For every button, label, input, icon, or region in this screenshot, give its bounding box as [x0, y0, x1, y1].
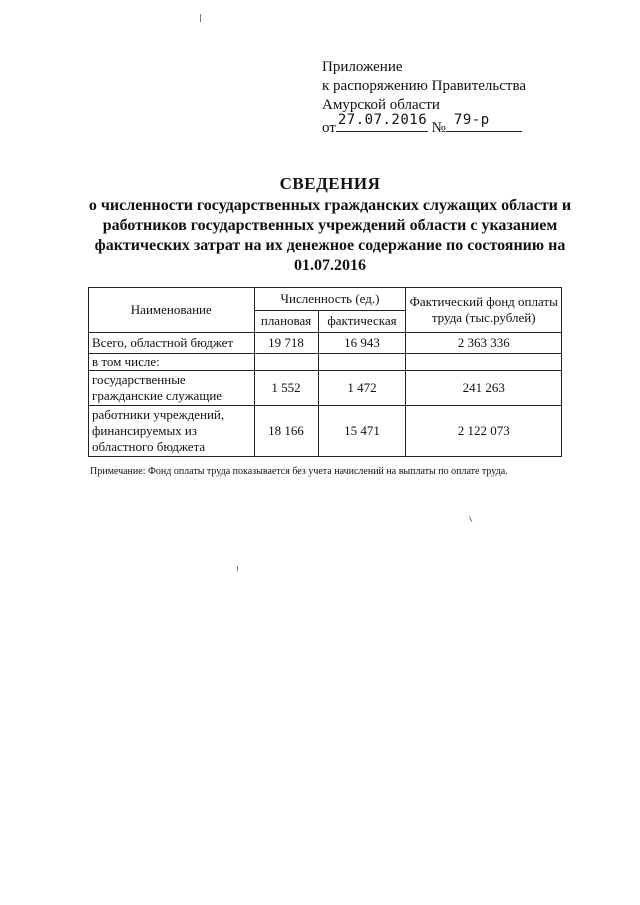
attachment-date-line	[322, 112, 562, 138]
attachment-region: Амурской области	[322, 97, 440, 113]
row-fund: 2 122 073	[406, 406, 562, 457]
staff-table	[88, 287, 562, 457]
title-text: о численности государственных гражданских служащих области и работников государственных учреждений области с указанием фактических затрат на их денежное содержание по состоянию на 01.07.2016	[88, 197, 572, 274]
scan-speck	[200, 14, 201, 22]
scan-speck	[237, 566, 238, 571]
row-planned: 18 166	[254, 406, 318, 457]
date-value: 27.07.2016	[337, 112, 428, 128]
row-planned	[254, 354, 318, 371]
scan-speck	[469, 516, 473, 522]
attachment-block	[322, 58, 562, 138]
footnote: Примечание: Фонд оплаты труда показывается без учета начислений на выплаты по оплате труда.	[90, 466, 508, 477]
row-name: государственные гражданские служащие	[89, 371, 255, 406]
row-name: в том числе:	[89, 354, 255, 371]
row-actual: 16 943	[318, 333, 406, 354]
header-count: Численность (ед.)	[254, 288, 406, 311]
row-actual: 1 472	[318, 371, 406, 406]
row-name: Всего, областной бюджет	[89, 333, 255, 354]
row-fund: 241 263	[406, 371, 562, 406]
date-prefix: от	[322, 120, 336, 136]
number-prefix: №	[431, 120, 446, 136]
number-value: 79-р	[453, 112, 490, 128]
row-name: работники учреждений, финансируемых из областного бюджета	[89, 406, 255, 457]
row-fund: 2 363 336	[406, 333, 562, 354]
table-row-including	[89, 354, 562, 371]
header-name: Наименование	[89, 288, 255, 333]
date-field	[336, 112, 428, 132]
row-planned: 1 552	[254, 371, 318, 406]
header-fund: Фактический фонд оплаты труда (тыс.рублей)	[406, 288, 562, 333]
attachment-decree: к распоряжению Правительства	[322, 78, 527, 94]
table-row-civil-servants	[89, 371, 562, 406]
row-planned: 19 718	[254, 333, 318, 354]
document-title	[60, 174, 600, 276]
number-field	[446, 112, 522, 132]
title-heading: СВЕДЕНИЯ	[279, 174, 381, 193]
row-fund	[406, 354, 562, 371]
row-actual	[318, 354, 406, 371]
table-row-institution-workers	[89, 406, 562, 457]
table-header-row	[89, 288, 562, 311]
attachment-label: Приложение	[322, 59, 403, 75]
header-actual: фактическая	[318, 310, 406, 333]
table-row-total	[89, 333, 562, 354]
header-planned: плановая	[254, 310, 318, 333]
row-actual: 15 471	[318, 406, 406, 457]
